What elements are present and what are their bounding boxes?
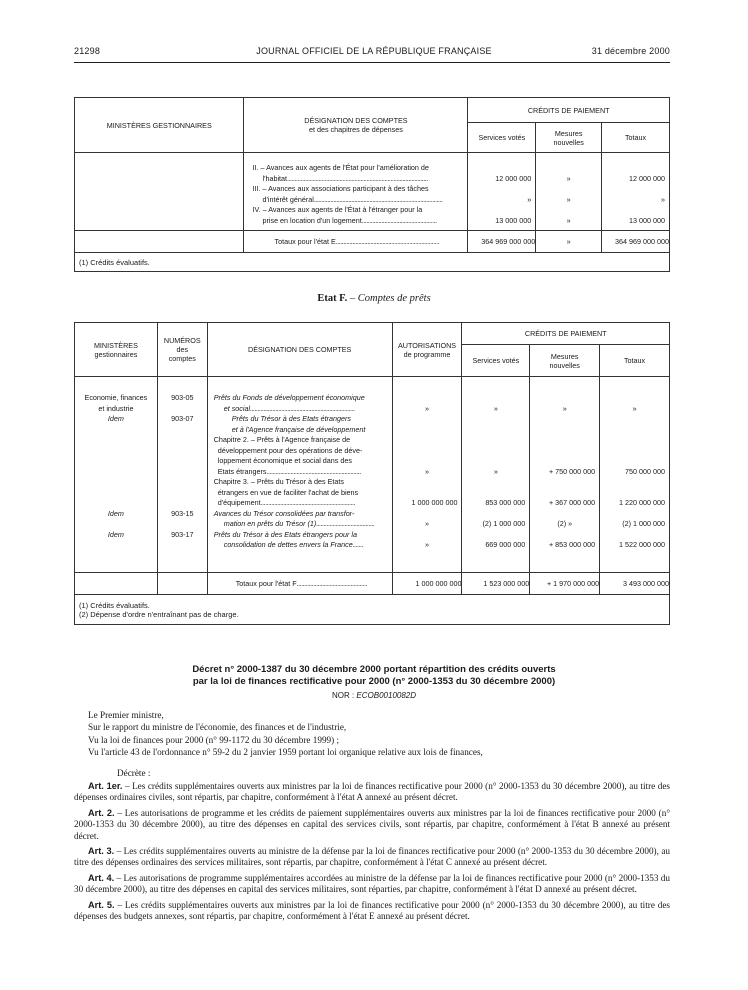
ministeres-cell	[75, 153, 244, 231]
autorisations-cell: » » 1 000 000 000 » »	[392, 377, 462, 573]
article-5: Art. 5. – Les crédits supplémentaires ouverts aux ministres par la loi de finances rectificative pour 2000 (n° 2000-1353 du 30 décembre 2000), au titre des dépenses des budgets annexes, sont répartis, par chapitre, conformément à l'état E annexé au présent décret.	[74, 899, 670, 922]
decree-title: Décret n° 2000-1387 du 30 décembre 2000 portant répartition des crédits ouverts par la loi de finances rectificative pour 2000 (n° 2000-1353 du 30 décembre 2000)	[192, 664, 556, 687]
total-e-services: 364 969 000 000	[468, 231, 536, 253]
col-services-f-header: Services votés	[462, 345, 530, 377]
row-text: d'intérêt général......................................................................................	[262, 194, 443, 204]
totaux-cell: 12 000 000 » 13 000 000	[602, 153, 670, 231]
total-e-label: Totaux pour l'état E.....................................................................	[244, 231, 468, 253]
row-text: prise en location d'un logement..................................................	[262, 215, 437, 225]
col-designation-f-header: DÉSIGNATION DES COMPTES	[207, 323, 392, 377]
total-f-mesures: + 1 970 000 000	[530, 573, 600, 595]
col-ministeres-f-header: MINISTÈRES gestionnaires	[75, 323, 158, 377]
footnote-f-2: (2) Dépense d'ordre n'entraînant pas de charge.	[79, 609, 239, 619]
article-1: Art. 1er. – Les crédits supplémentaires ouverts aux ministres par la loi de finances rectificative pour 2000 (n° 2000-1353 du 30 décembre 2000), au titre des dépenses ordinaires civiles, sont répartis, par chapitre, conformément à l'état A annexé au présent décret.	[74, 781, 670, 803]
decree-decrete: Décrète :	[117, 768, 151, 778]
col-totaux-f-header: Totaux	[600, 345, 670, 377]
col-credits-header: CRÉDITS DE PAIEMENT	[468, 98, 670, 123]
numeros-cell: 903-05 903-07 903-15 903-17	[157, 377, 207, 573]
designation-cell	[244, 153, 468, 231]
designation-f-cell: Prêts du Fonds de développement économique et social...................................................................... Prêts du Trésor à des Etats étrangers et à l'Agence française de développement Chapitre 2. – Prêts à l'Agence française de développement pour des opérations de déve- loppement économique et social dans des Etats étrangers............................................................... Chapitre 3. – Prêts du Trésor à des Etats étrangers en vue de faciliter l'achat de biens d'équipement............................................................... Avances du Trésor consolidées par transfor- mation en prêts du Trésor (1)....................................... Prêts du Trésor à des Etats étrangers pour la consolidation de dettes envers la France.......	[207, 377, 392, 573]
etat-f-title: Etat F. – Comptes de prêts	[317, 293, 431, 304]
footnote-f-1: (1) Crédits évaluatifs.	[79, 600, 150, 610]
row-text: II. – Avances aux agents de l'État pour l'amélioration de	[252, 163, 429, 172]
article-3: Art. 3. – Les crédits supplémentaires ouverts au ministre de la défense par la loi de finances rectificative pour 2000 (n° 2000-1353 du 30 décembre 2000), au titre des dépenses ordinaires des services militaires, sont répartis, par chapitre, conformément à l'état C annexé au présent décret.	[74, 846, 670, 868]
page-date: 31 décembre 2000	[591, 46, 670, 56]
article-2: Art. 2. – Les autorisations de programme et les crédits de paiement supplémentaires ouverts aux ministres par la loi de finances rectificative pour 2000 (n° 2000-1353 du 30 décembre 2000), au titre des dépenses en capital des services civils, sont répartis, par chapitre, conformément à l'état B annexé au présent décret.	[74, 807, 670, 841]
col-credits-f-header: CRÉDITS DE PAIEMENT	[462, 323, 670, 345]
total-f-totaux: 3 493 000 000	[600, 573, 670, 595]
col-numeros-header: NUMÉROS des comptes	[157, 323, 207, 377]
decree-nor: NOR : ECOB0010082D	[331, 691, 417, 700]
total-f-services: 1 523 000 000	[462, 573, 530, 595]
col-autorisations-header: AUTORISATIONS de programme	[392, 323, 462, 377]
services-f-cell: » » 853 000 000 (2) 1 000 000 669 000 000	[462, 377, 530, 573]
total-f-autorisations: 1 000 000 000	[392, 573, 462, 595]
total-f-label: Totaux pour l'état F...............................................	[207, 573, 392, 595]
footnote-e: (1) Crédits évaluatifs.	[75, 253, 670, 272]
col-mesures-f-header: Mesures nouvelles	[530, 345, 600, 377]
footnotes-f	[75, 595, 670, 625]
col-designation-header: DÉSIGNATION DES COMPTES et des chapitres de dépenses	[244, 98, 468, 153]
page-number: 21298	[74, 46, 101, 56]
decree-articles	[74, 781, 670, 922]
decree-intro: Le Premier ministre, Sur le rapport du ministre de l'économie, des finances et de l'industrie, Vu la loi de finances pour 2000 (n° 99-1172 du 30 décembre 1999) ; Vu l'article 43 de l'ordonnance n° 59-2 du 2 janvier 1959 portant loi organique relative aux lois de finances,	[88, 710, 483, 758]
table-etat-e	[74, 97, 670, 272]
col-mesures-header: Mesures nouvelles	[536, 123, 602, 153]
ministeres-f-cell: Economie, finances et industrie Idem Idem Idem	[75, 377, 158, 573]
mesures-cell: » » »	[536, 153, 602, 231]
row-text: III. – Avances aux associations participant à des tâches	[252, 184, 429, 193]
col-totaux-header: Totaux	[602, 123, 670, 153]
row-text: l'habitat..............................................................................................	[262, 173, 428, 183]
header-rule	[74, 62, 670, 63]
article-4: Art. 4. – Les autorisations de programme supplémentaires accordées au ministre de la défense par la loi de finances rectificative pour 2000 (n° 2000-1353 du 30 décembre 2000), au titre des dépenses en capital des services militaires, sont réparties, par chapitre, conformément à l'état D annexé au présent décret.	[74, 872, 670, 895]
total-e-mesures: »	[536, 231, 602, 253]
journal-title: JOURNAL OFFICIEL DE LA RÉPUBLIQUE FRANÇAISE	[256, 46, 492, 56]
col-ministeres-header: MINISTÈRES GESTIONNAIRES	[75, 98, 244, 153]
totaux-f-cell: » 750 000 000 1 220 000 000 (2) 1 000 000 1 522 000 000	[600, 377, 670, 573]
total-e-totaux: 364 969 000 000	[602, 231, 670, 253]
row-text: IV. – Avances aux agents de l'État à l'étranger pour la	[252, 205, 423, 214]
table-etat-f	[74, 322, 670, 625]
col-services-header: Services votés	[468, 123, 536, 153]
mesures-f-cell: » + 750 000 000 + 367 000 000 (2) » + 853 000 000	[530, 377, 600, 573]
services-cell: 12 000 000 » 13 000 000	[468, 153, 536, 231]
